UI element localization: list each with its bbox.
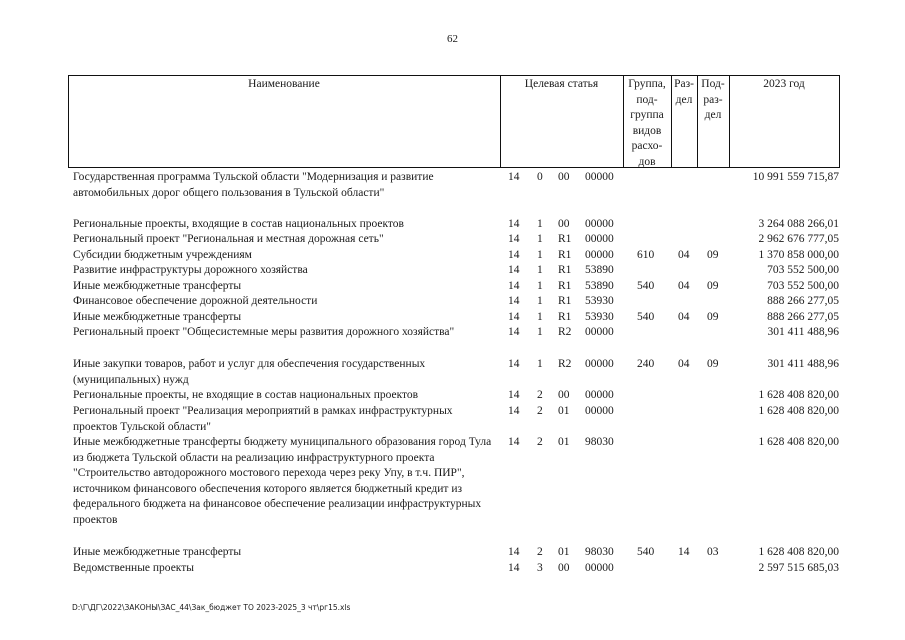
row-subsection: 09 [707, 249, 719, 261]
row-amount: 1 628 408 820,00 [758, 436, 839, 448]
row-code: 1 [537, 280, 543, 292]
row-code: 2 [537, 436, 543, 448]
row-code: 14 [508, 311, 520, 323]
row-name: Иные межбюджетные трансферты [73, 546, 242, 558]
row-code: R1 [558, 233, 572, 245]
row-code: 53930 [585, 311, 614, 323]
row-code: 14 [508, 436, 520, 448]
row-code: 14 [508, 389, 520, 401]
header-subsection: Под- раз- дел [701, 78, 725, 122]
row-code: 14 [508, 218, 520, 230]
header-group: Группа, под- группа видов расхо- дов [628, 78, 666, 168]
row-code: R1 [558, 264, 572, 276]
row-group: 540 [637, 311, 655, 323]
row-name: Региональный проект "Общесистемные меры развития дорожного хозяйства" [73, 326, 455, 338]
row-code: 14 [508, 280, 520, 292]
row-section: 04 [678, 358, 690, 370]
row-code: 98030 [585, 436, 614, 448]
row-name: Региональный проект "Региональная и местная дорожная сеть" [73, 233, 384, 245]
row-code: R1 [558, 295, 572, 307]
row-code: 14 [508, 405, 520, 417]
row-amount: 703 552 500,00 [767, 280, 839, 292]
row-name: Региональные проекты, входящие в состав национальных проектов [73, 218, 404, 230]
row-code: 2 [537, 405, 543, 417]
row-code: 1 [537, 264, 543, 276]
row-subsection: 03 [707, 546, 719, 558]
row-code: 1 [537, 218, 543, 230]
row-subsection: 09 [707, 358, 719, 370]
row-code: 01 [558, 405, 570, 417]
row-code: 1 [537, 311, 543, 323]
row-code: 1 [537, 295, 543, 307]
row-code: 01 [558, 436, 570, 448]
row-code: 00000 [585, 249, 614, 261]
row-code: 98030 [585, 546, 614, 558]
row-name: Иные межбюджетные трансферты [73, 280, 242, 292]
header-top-border [68, 75, 839, 76]
row-code: 14 [508, 264, 520, 276]
row-code: 00 [558, 562, 570, 574]
row-code: 14 [508, 358, 520, 370]
row-code: 00000 [585, 358, 614, 370]
row-subsection: 09 [707, 280, 719, 292]
row-amount: 703 552 500,00 [767, 264, 839, 276]
row-group: 540 [637, 546, 655, 558]
file-path-footer: D:\Г\ДГ\2022\ЗАКОНЫ\ЗАС_44\Зак_бюджет ТО 2023-2025_3 чт\рг15.xls [72, 603, 351, 612]
row-amount: 2 597 515 685,03 [758, 562, 839, 574]
row-code: R1 [558, 311, 572, 323]
row-section: 04 [678, 280, 690, 292]
header-target-article: Целевая статья [524, 78, 599, 90]
row-amount: 301 411 488,96 [767, 326, 839, 338]
row-group: 240 [637, 358, 655, 370]
row-code: 14 [508, 233, 520, 245]
row-code: 1 [537, 233, 543, 245]
row-code: 1 [537, 326, 543, 338]
row-amount: 1 628 408 820,00 [758, 405, 839, 417]
row-code: 00000 [585, 233, 614, 245]
row-code: 53930 [585, 295, 614, 307]
row-code: 01 [558, 546, 570, 558]
row-code: 14 [508, 326, 520, 338]
row-name: Субсидии бюджетным учреждениям [73, 249, 252, 261]
header-section: Раз- дел [674, 78, 694, 106]
row-subsection: 09 [707, 311, 719, 323]
row-group: 610 [637, 249, 655, 261]
row-amount: 888 266 277,05 [767, 295, 839, 307]
header-name: Наименование [248, 78, 320, 90]
row-name: Региональные проекты, не входящие в состав национальных проектов [73, 389, 419, 401]
header-bottom-border [68, 167, 839, 168]
row-code: R1 [558, 249, 572, 261]
row-amount: 1 628 408 820,00 [758, 389, 839, 401]
header-divider [839, 75, 840, 168]
row-amount: 10 991 559 715,87 [752, 171, 839, 183]
row-code: 00 [558, 218, 570, 230]
page-number: 62 [447, 33, 458, 45]
row-section: 04 [678, 311, 690, 323]
row-code: 00000 [585, 389, 614, 401]
row-code: 0 [537, 171, 543, 183]
row-group: 540 [637, 280, 655, 292]
row-amount: 1 370 858 000,00 [758, 249, 839, 261]
row-code: 53890 [585, 264, 614, 276]
row-code: 1 [537, 249, 543, 261]
row-code: 14 [508, 562, 520, 574]
row-amount: 888 266 277,05 [767, 311, 839, 323]
row-code: R1 [558, 280, 572, 292]
row-code: 14 [508, 249, 520, 261]
row-name: Ведомственные проекты [73, 562, 194, 574]
row-amount: 301 411 488,96 [767, 358, 839, 370]
row-code: 00000 [585, 562, 614, 574]
row-code: 3 [537, 562, 543, 574]
row-code: 00000 [585, 171, 614, 183]
row-name: Развитие инфраструктуры дорожного хозяйства [73, 264, 308, 276]
row-name: Иные межбюджетные трансферты [73, 311, 242, 323]
row-name: Финансовое обеспечение дорожной деятельности [73, 295, 318, 307]
row-code: 00000 [585, 326, 614, 338]
row-name: Иные закупки товаров, работ и услуг для обеспечения государственных (муниципальных) нужд [73, 358, 426, 386]
row-code: 00 [558, 389, 570, 401]
row-name: Региональный проект "Реализация мероприятий в рамках инфраструктурных проектов Тульской области" [73, 405, 453, 433]
row-code: 14 [508, 295, 520, 307]
row-name: Государственная программа Тульской области "Модернизация и развитие автомобильных дорог общего пользования в Тульской области" [73, 171, 434, 199]
row-code: 1 [537, 358, 543, 370]
row-code: R2 [558, 358, 572, 370]
row-name: Иные межбюджетные трансферты бюджету муниципального образования город Тула из бюджета Тульской области на реализацию инфраструктурного проекта "Строительство автодорожного мостового перехода через реку Упу, в т.ч. ПИР", источником финансового обеспечения которого является бюджетный кредит из федерального бюджета на финансовое обеспечение реализации инфраструктурных проектов [73, 436, 492, 526]
row-code: 00000 [585, 218, 614, 230]
row-code: 14 [508, 546, 520, 558]
row-section: 04 [678, 249, 690, 261]
row-code: 2 [537, 546, 543, 558]
row-code: 00000 [585, 405, 614, 417]
row-amount: 2 962 676 777,05 [758, 233, 839, 245]
row-amount: 3 264 088 266,01 [758, 218, 839, 230]
header-year: 2023 год [763, 78, 805, 90]
row-code: 14 [508, 171, 520, 183]
row-code: 53890 [585, 280, 614, 292]
row-amount: 1 628 408 820,00 [758, 546, 839, 558]
row-code: 2 [537, 389, 543, 401]
row-code: 00 [558, 171, 570, 183]
row-code: R2 [558, 326, 572, 338]
row-section: 14 [678, 546, 690, 558]
